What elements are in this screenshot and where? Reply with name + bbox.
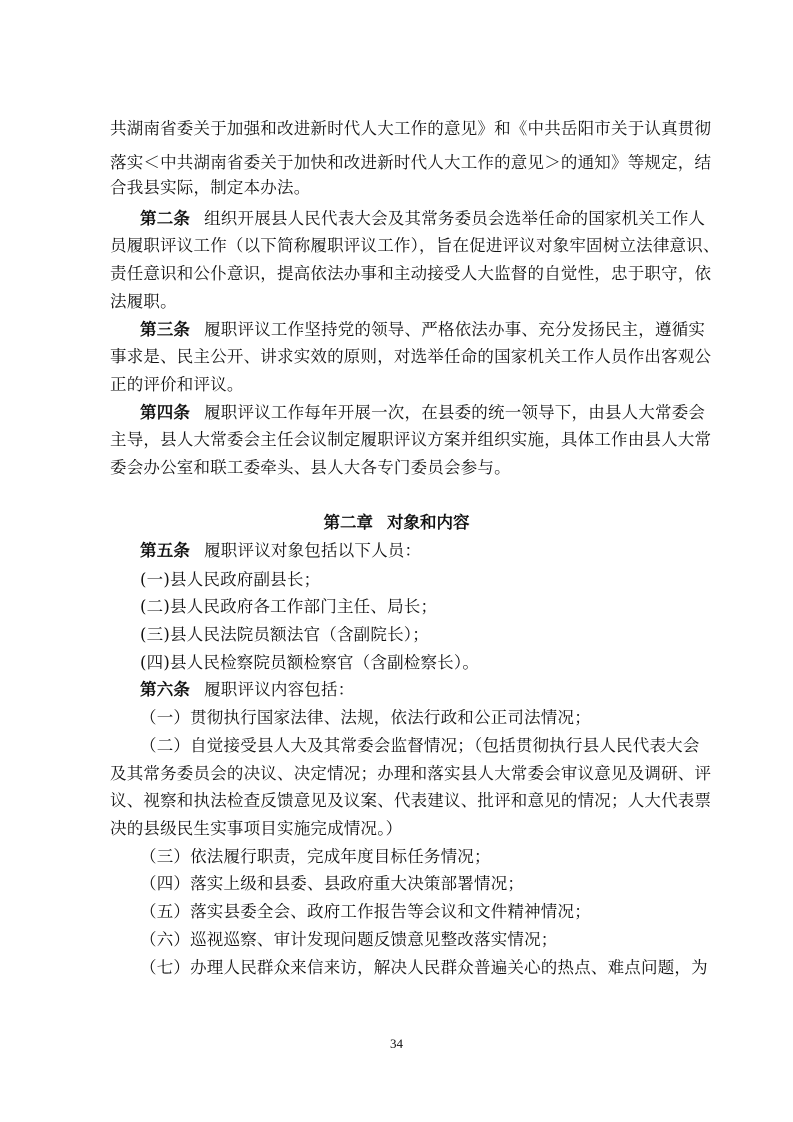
list-item: （六）巡视巡察、审计发现问题反馈意见整改落实情况； <box>140 930 558 949</box>
list-item: (一)县人民政府副县长； <box>140 570 321 589</box>
article-text: 履职评议内容包括： <box>204 680 355 699</box>
paragraph-line: 合我县实际，制定本办法。 <box>110 178 311 197</box>
list-item: （二）自觉接受县人大及其常委会监督情况；（包括贯彻执行县人民代表大会 <box>140 736 700 755</box>
paragraph-line: 及其常务委员会的决议、决定情况；办理和落实县人大常委会审议意见及调研、评 <box>110 764 712 783</box>
paragraph-line: 正的评价和评议。 <box>110 375 244 394</box>
paragraph-line: 委会办公室和联工委牵头、县人大各专门委员会参与。 <box>110 458 511 477</box>
article-label: 第三条 <box>140 320 191 339</box>
article-5-line <box>140 541 685 561</box>
article-3-line <box>140 320 706 340</box>
article-label: 第六条 <box>140 680 191 699</box>
paragraph-line: 议、视察和执法检查反馈意见及议案、代表建议、批评和意见的情况；人大代表票 <box>110 791 712 810</box>
list-item: （七）办理人民群众来信来访，解决人民群众普遍关心的热点、难点问题，为 <box>140 958 708 977</box>
chapter-title: 对象和内容 <box>387 513 470 532</box>
paragraph-line: 落实＜中共湖南省委关于加快和改进新时代人大工作的意见＞的通知》等规定，结 <box>110 153 712 172</box>
list-item: （四）落实上级和县委、县政府重大决策部署情况； <box>140 874 525 893</box>
article-text: 履职评议工作每年开展一次，在县委的统一领导下，由县人大常委会 <box>204 403 706 422</box>
article-text: 履职评议对象包括以下人员： <box>204 541 422 560</box>
article-6-line <box>140 680 685 700</box>
list-item: (二)县人民政府各工作部门主任、局长； <box>140 597 438 616</box>
list-item: (四)县人民检察院员额检察官（含副检察长）。 <box>140 653 480 672</box>
list-item: （五）落实县委全会、政府工作报告等会议和文件精神情况； <box>140 902 591 921</box>
article-2-line <box>140 209 706 229</box>
list-item: （一）贯彻执行国家法律、法规，依法行政和公正司法情况； <box>140 708 591 727</box>
paragraph-line: 责任意识和公仆意识，提高依法办事和主动接受人大监督的自觉性，忠于职守，依 <box>110 264 712 283</box>
paragraph-line: 员履职评议工作（以下简称履职评议工作），旨在促进评议对象牢固树立法律意识、 <box>110 236 720 255</box>
article-text: 履职评议工作坚持党的领导、严格依法办事、充分发扬民主，遵循实 <box>204 320 706 339</box>
paragraph-line: 事求是、民主公开、讲求实效的原则，对选举任命的国家机关工作人员作出客观公 <box>110 347 712 366</box>
article-label: 第四条 <box>140 403 191 422</box>
chapter-heading <box>0 513 793 533</box>
article-text: 组织开展县人民代表大会及其常务委员会选举任命的国家机关工作人 <box>204 209 706 228</box>
paragraph-line: 决的县级民生实事项目实施完成情况。） <box>110 819 403 838</box>
article-label: 第五条 <box>140 541 191 560</box>
paragraph-line: 法履职。 <box>110 292 177 311</box>
paragraph-line: 共湖南省委关于加强和改进新时代人大工作的意见》和《中共岳阳市关于认真贯彻 <box>110 119 712 138</box>
chapter-number: 第二章 <box>323 513 373 532</box>
article-label: 第二条 <box>140 209 191 228</box>
article-4-line <box>140 403 706 423</box>
list-item: （三）依法履行职责，完成年度目标任务情况； <box>140 847 491 866</box>
list-item: (三)县人民法院员额法官（含副院长）； <box>140 625 429 644</box>
page-number: 34 <box>390 1036 403 1051</box>
paragraph-line: 主导，县人大常委会主任会议制定履职评议方案并组织实施，具体工作由县人大常 <box>110 430 712 449</box>
